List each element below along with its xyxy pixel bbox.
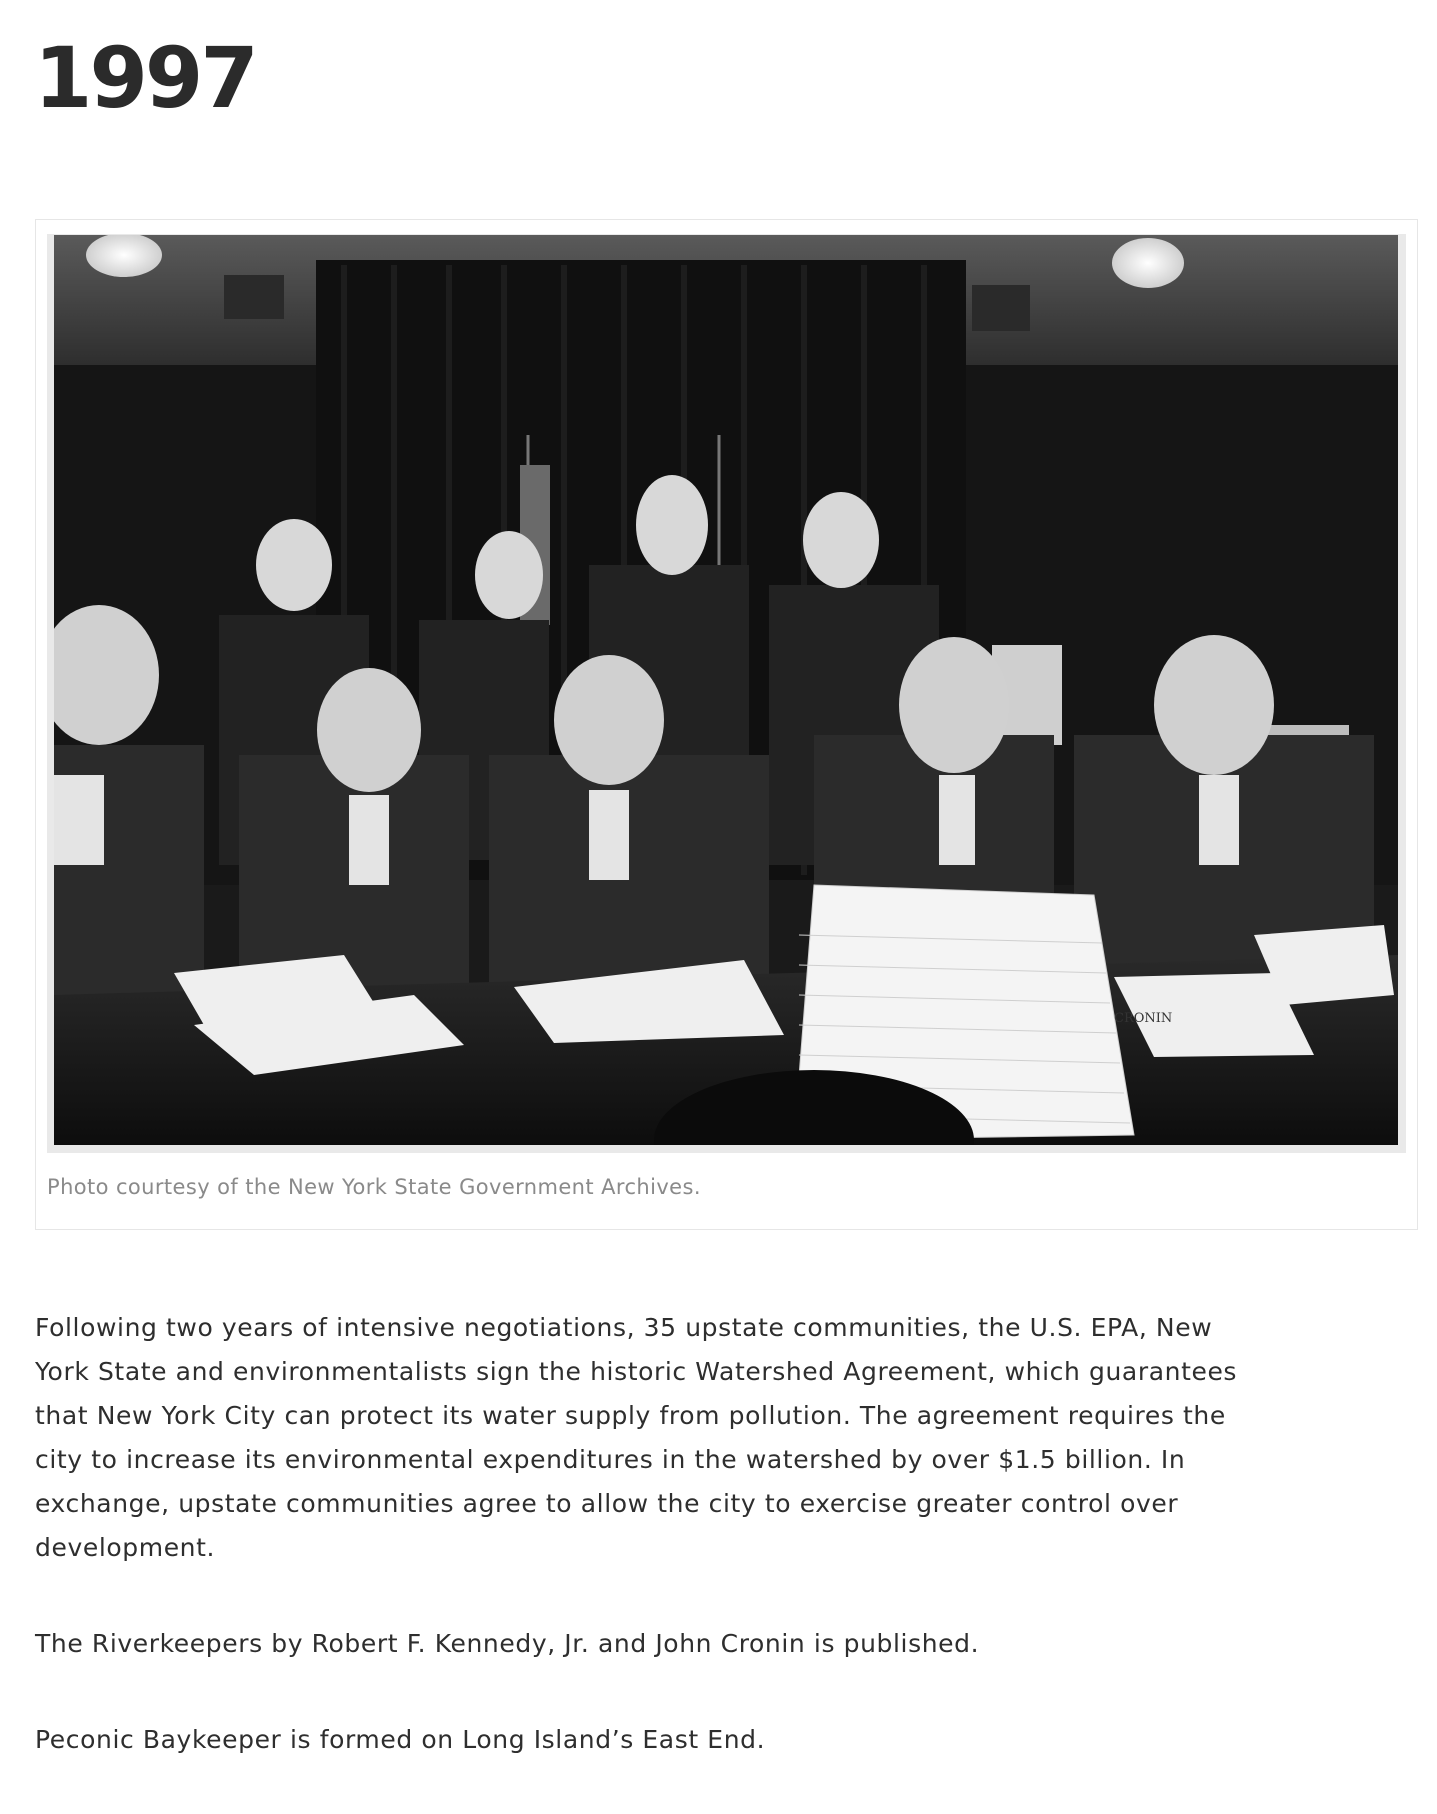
paragraph-watershed-agreement: Following two years of intensive negotiations, 35 upstate communities, the U.S. EPA, New York State and environmentalists sign the historic Watershed Agreement, which guarantees that New York City can protect its water supply from pollution. The agreement requires the city to increase its environmental expenditures in the watershed by over $1.5 billion. In exchange, upstate communities agree to allow the city to exercise greater control over development. — [35, 1313, 1238, 1562]
photo-card-label: CRONIN — [1114, 1011, 1173, 1026]
year-heading: 1997 — [34, 29, 256, 127]
archive-photo — [54, 235, 1398, 1145]
photo-frame — [47, 234, 1406, 1153]
paragraph-riverkeepers-book: The Riverkeepers by Robert F. Kennedy, Jr. and John Cronin is published. — [35, 1629, 980, 1658]
photo-caption: Photo courtesy of the New York State Government Archives. — [47, 1175, 701, 1199]
paragraph-peconic-baykeeper: Peconic Baykeeper is formed on Long Island’s East End. — [35, 1725, 766, 1754]
photo-figure — [35, 219, 1418, 1230]
entry-body — [35, 1306, 1275, 1814]
photo-illustration — [54, 235, 1398, 1145]
